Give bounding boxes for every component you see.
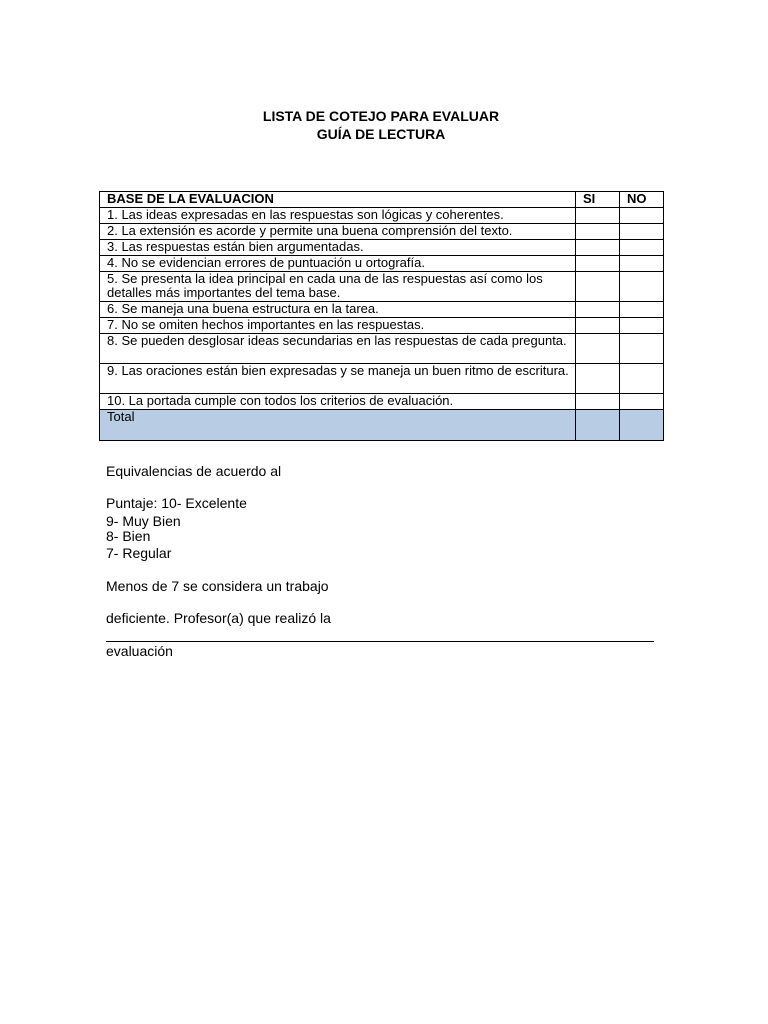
si-cell-4[interactable] bbox=[576, 256, 620, 272]
no-cell-6[interactable] bbox=[620, 302, 664, 318]
table-row bbox=[100, 272, 664, 302]
criterion-6: 6. Se maneja una buena estructura en la tarea. bbox=[100, 302, 576, 318]
si-cell-8[interactable] bbox=[576, 334, 620, 364]
table-header-row bbox=[100, 192, 664, 208]
no-cell-2[interactable] bbox=[620, 224, 664, 240]
criterion-8: 8. Se pueden desglosar ideas secundarias en las respuestas de cada pregunta. bbox=[100, 334, 576, 364]
header-si: SI bbox=[576, 192, 620, 208]
total-si-cell[interactable] bbox=[576, 410, 620, 441]
less-than-7-note: Menos de 7 se considera un trabajo bbox=[106, 578, 329, 594]
total-row bbox=[100, 410, 664, 441]
criterion-2: 2. La extensión es acorde y permite una buena comprensión del texto. bbox=[100, 224, 576, 240]
criterion-9: 9. Las oraciones están bien expresadas y se maneja un buen ritmo de escritura. bbox=[100, 364, 576, 394]
criterion-10: 10. La portada cumple con todos los criterios de evaluación. bbox=[100, 394, 576, 410]
si-cell-2[interactable] bbox=[576, 224, 620, 240]
deficient-note: deficiente. Profesor(a) que realizó la bbox=[106, 610, 331, 626]
table-row bbox=[100, 394, 664, 410]
total-label: Total bbox=[100, 410, 576, 441]
criterion-7: 7. No se omiten hechos importantes en las respuestas. bbox=[100, 318, 576, 334]
no-cell-10[interactable] bbox=[620, 394, 664, 410]
criterion-1: 1. Las ideas expresadas en las respuestas son lógicas y coherentes. bbox=[100, 208, 576, 224]
si-cell-1[interactable] bbox=[576, 208, 620, 224]
no-cell-1[interactable] bbox=[620, 208, 664, 224]
header-criteria: BASE DE LA EVALUACION bbox=[100, 192, 576, 208]
table-row bbox=[100, 318, 664, 334]
si-cell-6[interactable] bbox=[576, 302, 620, 318]
score-10-line: Puntaje: 10- Excelente bbox=[106, 495, 247, 511]
no-cell-8[interactable] bbox=[620, 334, 664, 364]
si-cell-7[interactable] bbox=[576, 318, 620, 334]
criterion-4: 4. No se evidencian errores de puntuación u ortografía. bbox=[100, 256, 576, 272]
table-row bbox=[100, 302, 664, 318]
no-cell-7[interactable] bbox=[620, 318, 664, 334]
score-7-line: 7- Regular bbox=[106, 545, 172, 561]
evaluation-label: evaluación bbox=[106, 643, 173, 659]
table-row bbox=[100, 256, 664, 272]
si-cell-10[interactable] bbox=[576, 394, 620, 410]
no-cell-4[interactable] bbox=[620, 256, 664, 272]
signature-line bbox=[106, 641, 654, 642]
si-cell-5[interactable] bbox=[576, 272, 620, 302]
document-title-line1: LISTA DE COTEJO PARA EVALUAR bbox=[262, 108, 500, 124]
document-title-line2: GUÍA DE LECTURA bbox=[316, 126, 446, 142]
table-row bbox=[100, 334, 664, 364]
table-row bbox=[100, 364, 664, 394]
header-no: NO bbox=[620, 192, 664, 208]
table-row bbox=[100, 224, 664, 240]
score-9-line: 9- Muy Bien bbox=[106, 513, 181, 529]
si-cell-3[interactable] bbox=[576, 240, 620, 256]
table-row bbox=[100, 208, 664, 224]
criterion-5: 5. Se presenta la idea principal en cada una de las respuestas así como los detalles más importantes del tema base. bbox=[100, 272, 576, 302]
equivalences-intro: Equivalencias de acuerdo al bbox=[106, 463, 282, 479]
no-cell-3[interactable] bbox=[620, 240, 664, 256]
score-8-line: 8- Bien bbox=[106, 528, 151, 544]
criterion-3: 3. Las respuestas están bien argumentadas. bbox=[100, 240, 576, 256]
si-cell-9[interactable] bbox=[576, 364, 620, 394]
total-no-cell[interactable] bbox=[620, 410, 664, 441]
no-cell-5[interactable] bbox=[620, 272, 664, 302]
table-row bbox=[100, 240, 664, 256]
no-cell-9[interactable] bbox=[620, 364, 664, 394]
evaluation-checklist-table bbox=[99, 191, 664, 441]
